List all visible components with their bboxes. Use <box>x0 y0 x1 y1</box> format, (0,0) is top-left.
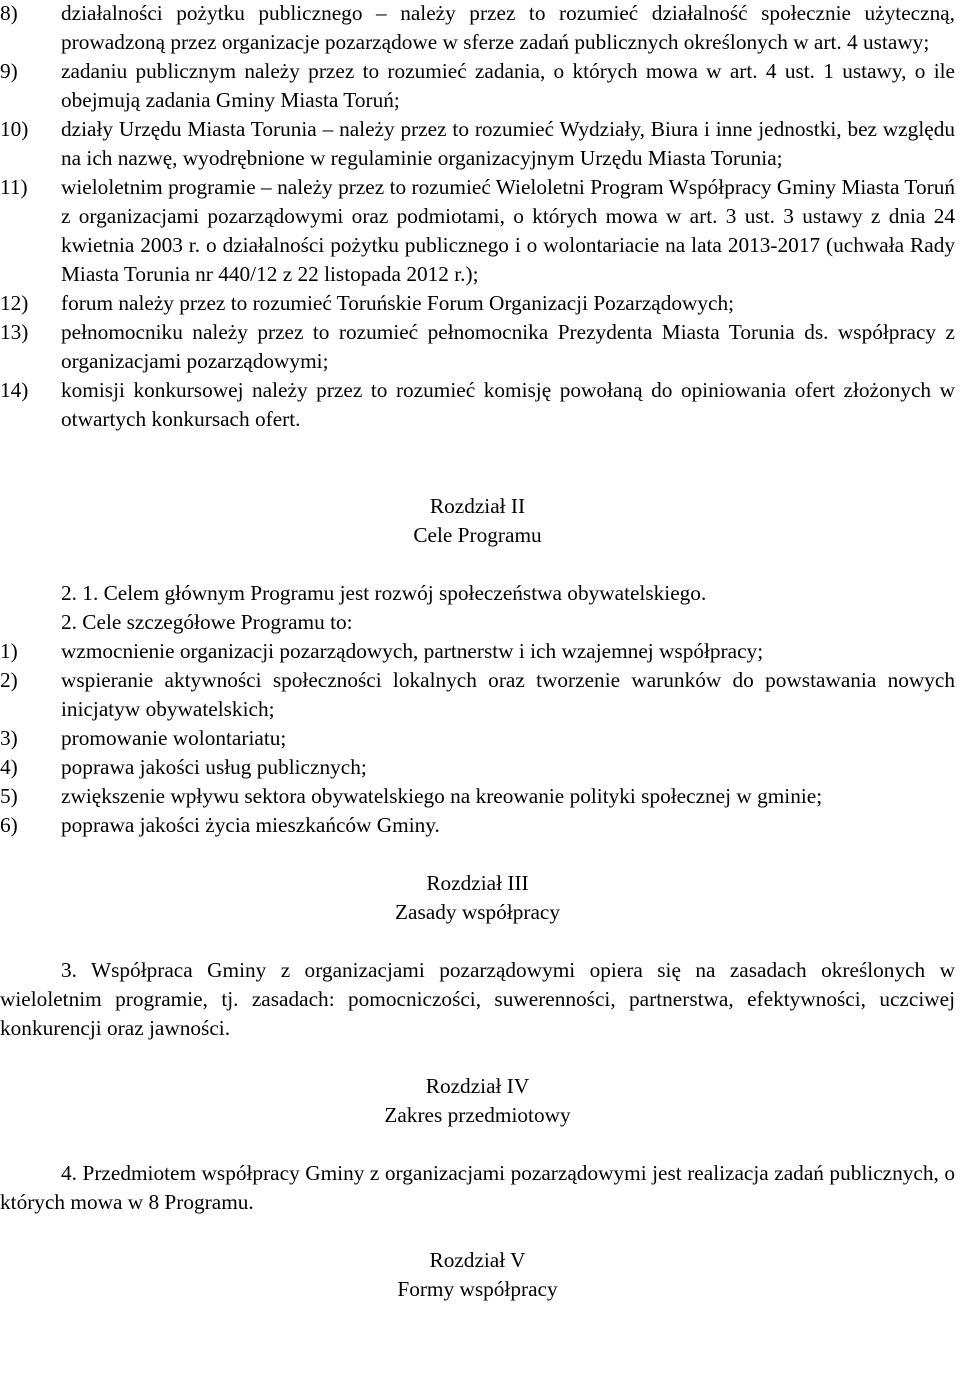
item-text: poprawa jakości usług publicznych; <box>61 755 367 779</box>
goal-item-3 <box>0 724 955 753</box>
chapter-4-heading: Rozdział IV <box>425 1074 530 1098</box>
item-number: 3) <box>0 726 18 750</box>
item-text: działalności pożytku publicznego – należy przez to rozumieć działalność społecznie użyteczną, prowadzoną przez organizacje pozarządowe w sferze zadań publicznych określonych w art. 4 ustawy; <box>61 1 955 54</box>
goal-item-4 <box>0 753 955 782</box>
definition-item-14 <box>0 376 955 434</box>
item-number: 6) <box>0 813 18 837</box>
chapter-5-title: Formy współpracy <box>397 1277 558 1301</box>
item-number: 9) <box>0 59 18 83</box>
chapter-4-title: Zakres przedmiotowy <box>384 1103 571 1127</box>
chapter-2-title: Cele Programu <box>413 523 542 547</box>
goal-item-5 <box>0 782 955 811</box>
goal-item-2 <box>0 666 955 724</box>
item-text: forum należy przez to rozumieć Toruńskie Forum Organizacji Pozarządowych; <box>61 291 735 315</box>
item-number: 1) <box>0 639 18 663</box>
goal-item-1 <box>0 637 955 666</box>
chapter-3-title: Zasady współpracy <box>395 900 560 924</box>
chapter-2-heading: Rozdział II <box>429 494 526 518</box>
item-text: zadaniu publicznym należy przez to rozumieć zadania, o których mowa w art. 4 ust. 1 ustawy, o ile obejmują zadania Gminy Miasta Toruń; <box>61 59 955 112</box>
definition-item-9 <box>0 57 955 115</box>
definition-item-11 <box>0 173 955 289</box>
item-number: 14) <box>0 378 29 402</box>
goal-item-6 <box>0 811 955 840</box>
item-text: działy Urzędu Miasta Torunia – należy przez to rozumieć Wydziały, Biura i inne jednostki, bez względu na ich nazwę, wyodrębnione w regulaminie organizacyjnym Urzędu Miasta Torunia; <box>61 117 955 170</box>
chapter-3-paragraph: 3. Współpraca Gminy z organizacjami pozarządowymi opiera się na zasadach określonych w wieloletnim programie, tj. zasadach: pomocniczości, suwerenności, partnerstwa, efektywności, uczciwej konkurencji oraz jawności. <box>0 958 955 1040</box>
chapter-2-paragraph-2: 2. Cele szczegółowe Programu to: <box>61 610 353 634</box>
item-text: wspieranie aktywności społeczności lokalnych oraz tworzenie warunków do powstawania nowych inicjatyw obywatelskich; <box>61 668 955 721</box>
definition-item-12 <box>0 289 955 318</box>
chapter-4-paragraph: 4. Przedmiotem współpracy Gminy z organizacjami pozarządowymi jest realizacja zadań publicznych, o których mowa w 8 Programu. <box>0 1161 955 1214</box>
item-text: wieloletnim programie – należy przez to rozumieć Wieloletni Program Współpracy Gminy Miasta Toruń z organizacjami pozarządowymi oraz podmiotami, o których mowa w art. 3 ust. 3 ustawy z dnia 24 kwietnia 2003 r. o działalności pożytku publicznego i o wolontariacie na lata 2013-2017 (uchwała Rady Miasta Torunia nr 440/12 z 22 listopada 2012 r.); <box>61 175 955 286</box>
item-number: 12) <box>0 291 29 315</box>
item-number: 13) <box>0 320 29 344</box>
item-number: 10) <box>0 117 29 141</box>
item-number: 4) <box>0 755 18 779</box>
item-text: poprawa jakości życia mieszkańców Gminy. <box>61 813 440 837</box>
definition-item-13 <box>0 318 955 376</box>
chapter-5-heading: Rozdział V <box>429 1248 526 1272</box>
chapter-3-heading: Rozdział III <box>426 871 529 895</box>
definition-item-8 <box>0 0 955 57</box>
item-number: 11) <box>0 175 28 199</box>
item-number: 8) <box>0 1 18 25</box>
item-number: 2) <box>0 668 18 692</box>
item-number: 5) <box>0 784 18 808</box>
item-text: komisji konkursowej należy przez to rozumieć komisję powołaną do opiniowania ofert złożonych w otwartych konkursach ofert. <box>61 378 955 431</box>
chapter-2-paragraph-1: 2. 1. Celem głównym Programu jest rozwój społeczeństwa obywatelskiego. <box>61 581 707 605</box>
item-text: zwiększenie wpływu sektora obywatelskiego na kreowanie polityki społecznej w gminie; <box>61 784 823 808</box>
item-text: wzmocnienie organizacji pozarządowych, partnerstw i ich wzajemnej współpracy; <box>61 639 764 663</box>
item-text: pełnomocniku należy przez to rozumieć pełnomocnika Prezydenta Miasta Torunia ds. współpracy z organizacjami pozarządowymi; <box>61 320 955 373</box>
item-text: promowanie wolontariatu; <box>61 726 287 750</box>
definition-item-10 <box>0 115 955 173</box>
